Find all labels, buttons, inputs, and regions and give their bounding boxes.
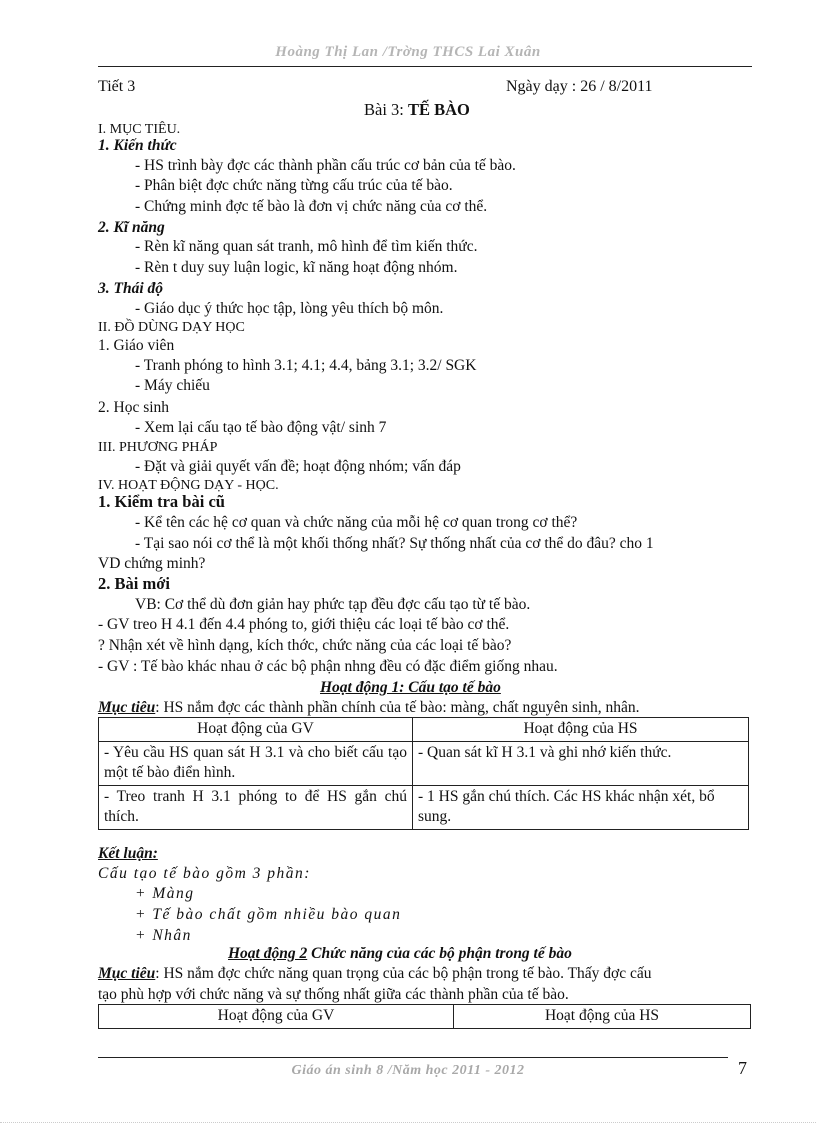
activity1-goal-label: Mục tiêu (98, 699, 156, 716)
knowledge-item: - HS trình bày đợc các thành phần cấu trúc cơ bản của tế bào. (135, 157, 516, 174)
activity2-goal (98, 964, 652, 984)
activity2-title (228, 944, 572, 964)
activity2-goal-cont: tạo phù hợp với chức năng và sự thống nhất giữa các thành phần của tế bào. (98, 986, 569, 1003)
student-item: - Xem lại cấu tạo tế bào động vật/ sinh 7 (135, 419, 387, 436)
teacher-item: - Máy chiếu (135, 377, 210, 394)
check-question-cont: VD chứng minh? (98, 555, 206, 572)
skills-item: - Rèn t duy suy luận logic, kĩ năng hoạt động nhóm. (135, 259, 458, 276)
header-rule (98, 66, 752, 67)
conclusion-item: + Màng (135, 885, 195, 902)
conclusion-intro: Cấu tạo tế bào gồm 3 phần: (98, 865, 311, 882)
activities-heading: IV. HOẠT ĐỘNG DẠY - HỌC. (98, 478, 279, 493)
objectives-heading: I. MỤC TIÊU. (98, 122, 181, 137)
new-lesson-line: ? Nhận xét về hình dạng, kích thớc, chức năng của các loại tế bào? (98, 637, 512, 654)
new-lesson-line: - GV treo H 4.1 đến 4.4 phóng to, giới thiệu các loại tế bào cơ thể. (98, 616, 510, 633)
methods-item: - Đặt và giải quyết vấn đề; hoạt động nhóm; vấn đáp (135, 458, 461, 475)
table-row (99, 785, 749, 829)
teacher-item: - Tranh phóng to hình 3.1; 4.1; 4.4, bảng 3.1; 3.2/ SGK (135, 357, 477, 374)
skills-heading: 2. Kĩ năng (98, 219, 165, 236)
check-heading: 1. Kiểm tra bài cũ (98, 492, 225, 511)
new-lesson-line: VB: Cơ thể dù đơn giản hay phức tạp đều đợc cấu tạo từ tế bào. (135, 596, 531, 613)
attitude-item: - Giáo dục ý thức học tập, lòng yêu thích bộ môn. (135, 300, 444, 317)
activity1-table (98, 717, 749, 830)
check-question: - Kể tên các hệ cơ quan và chức năng của mỗi hệ cơ quan trong cơ thể? (135, 514, 578, 531)
activity2-title-text: Chức năng của các bộ phận trong tế bào (307, 945, 572, 962)
activity2-col-hs: Hoạt động của HS (454, 1005, 751, 1029)
lesson-title (364, 100, 470, 120)
knowledge-heading: 1. Kiến thức (98, 137, 177, 154)
activity1-gv-cell: - Yêu cầu HS quan sát H 3.1 và cho biết cấu tạo một tế bào điển hình. (99, 741, 413, 785)
lesson-period: Tiết 3 (98, 78, 136, 95)
materials-heading: II. ĐỒ DÙNG DẠY HỌC (98, 320, 245, 335)
activity1-goal (98, 698, 640, 718)
knowledge-item: - Phân biệt đợc chức năng từng cấu trúc của tế bào. (135, 177, 453, 194)
activity2-table (98, 1004, 751, 1029)
activity1-col-gv: Hoạt động của GV (99, 718, 413, 742)
activity1-hs-cell: - Quan sát kĩ H 3.1 và ghi nhớ kiến thức. (413, 741, 749, 785)
activity1-goal-text: : HS nắm đợc các thành phần chính của tế bào: màng, chất nguyên sinh, nhân. (155, 699, 640, 716)
attitude-heading: 3. Thái độ (98, 280, 164, 297)
conclusion-label: Kết luận: (98, 845, 158, 862)
new-lesson-heading: 2. Bài mới (98, 574, 170, 593)
lesson-title-prefix: Bài 3: (364, 100, 408, 119)
page-header: Hoàng Thị Lan /Trờng THCS Lai Xuân (275, 44, 541, 60)
lesson-title-name: TẾ BÀO (408, 100, 470, 119)
skills-item: - Rèn kĩ năng quan sát tranh, mô hình để tìm kiến thức. (135, 238, 478, 255)
methods-heading: III. PHƯƠNG PHÁP (98, 440, 218, 455)
activity2-col-gv: Hoạt động của GV (99, 1005, 454, 1029)
activity2-goal-label: Mục tiêu (98, 965, 156, 982)
conclusion-item: + Tế bào chất gồm nhiều bào quan (135, 906, 402, 923)
activity2-title-label: Hoạt động 2 (228, 945, 308, 962)
activity1-hs-cell: - 1 HS gắn chú thích. Các HS khác nhận xét, bổ sung. (413, 785, 749, 829)
activity1-gv-cell: - Treo tranh H 3.1 phóng to để HS gắn chú thích. (99, 785, 413, 829)
activity2-goal-text: : HS nắm đợc chức năng quan trọng của các bộ phận trong tế bào. Thấy đợc cấu (155, 965, 652, 982)
activity1-title: Hoạt động 1: Cấu tạo tế bào (320, 679, 501, 696)
check-question: - Tại sao nói cơ thể là một khối thống nhất? Sự thống nhất của cơ thể do đâu? cho 1 (135, 535, 654, 552)
table-row (99, 741, 749, 785)
new-lesson-line: - GV : Tế bào khác nhau ở các bộ phận nhng đều có đặc điểm giống nhau. (98, 658, 558, 675)
footer-rule (98, 1057, 728, 1058)
conclusion-item: + Nhân (135, 927, 192, 944)
page-footer: Giáo án sinh 8 /Năm học 2011 - 2012 (291, 1063, 525, 1078)
lesson-date: Ngày dạy : 26 / 8/2011 (506, 78, 653, 95)
activity1-col-hs: Hoạt động của HS (413, 718, 749, 742)
teacher-heading: 1. Giáo viên (98, 337, 175, 354)
knowledge-item: - Chứng minh đợc tế bào là đơn vị chức năng của cơ thể. (135, 198, 488, 215)
student-heading: 2. Học sinh (98, 399, 170, 416)
page-number: 7 (738, 1058, 747, 1078)
